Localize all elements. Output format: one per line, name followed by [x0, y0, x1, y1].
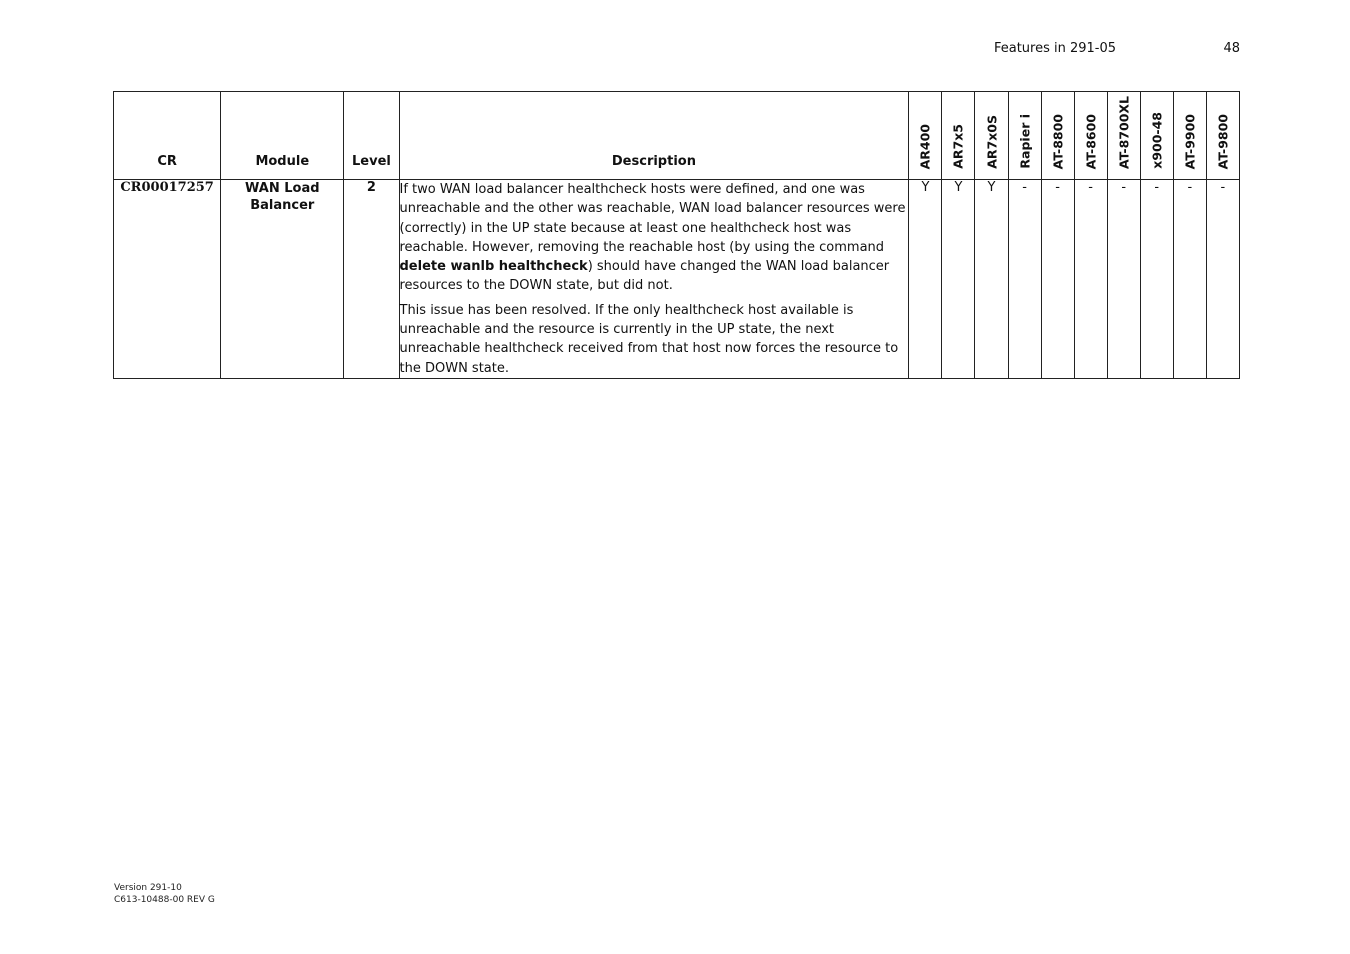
page-number: 48 [1223, 41, 1240, 56]
col-header-description: Description [399, 92, 909, 180]
col-header-product [975, 92, 1008, 180]
support-cell: - [1074, 180, 1107, 379]
module-cell [221, 180, 344, 379]
support-cell: - [1173, 180, 1206, 379]
description-text: ) should have changed the WAN load balancer resources to the DOWN state, but did not. [399, 259, 890, 294]
table-row [114, 180, 1240, 379]
table-header-row [114, 92, 1240, 180]
col-header-product [1173, 92, 1206, 180]
product-label: AR7x5 [950, 124, 966, 169]
col-header-cr: CR [114, 92, 221, 180]
footer-doc-id: C613-10488-00 REV G [114, 895, 215, 905]
level-cell: 2 [344, 180, 399, 379]
support-cell: Y [975, 180, 1008, 379]
col-header-product [942, 92, 975, 180]
col-header-product [1074, 92, 1107, 180]
description-text: If two WAN load balancer healthcheck hosts were defined, and one was unreachable and the other was reachable, WAN load balancer resources were (correctly) in the UP state because at least one healthcheck host was reachable. However, removing the reachable host (by using the command [399, 182, 906, 255]
cr-table [113, 91, 1240, 379]
col-header-product [1041, 92, 1074, 180]
product-label: AT-9900 [1182, 113, 1198, 169]
module-line: Balancer [250, 198, 315, 213]
col-header-product [1008, 92, 1041, 180]
support-cell: - [1140, 180, 1173, 379]
col-header-module: Module [221, 92, 344, 180]
description-paragraph [400, 180, 909, 296]
support-cell: - [1206, 180, 1239, 379]
product-label: AR400 [917, 123, 933, 169]
support-cell: - [1008, 180, 1041, 379]
col-header-product [909, 92, 942, 180]
footer [114, 882, 215, 906]
product-label: AT-9800 [1215, 113, 1231, 169]
col-header-product [1206, 92, 1239, 180]
col-header-product [1107, 92, 1140, 180]
col-header-level: Level [344, 92, 399, 180]
command-name: delete wanlb healthcheck [399, 259, 588, 275]
product-label: Rapier i [1017, 114, 1033, 169]
product-label: x900-48 [1149, 112, 1165, 169]
support-cell: - [1107, 180, 1140, 379]
product-label: AT-8700XL [1116, 96, 1132, 169]
footer-version: Version 291-10 [114, 883, 182, 893]
support-cell: Y [942, 180, 975, 379]
product-label: AT-8800 [1050, 113, 1066, 169]
support-cell: - [1041, 180, 1074, 379]
description-cell [399, 180, 909, 379]
support-cell: Y [909, 180, 942, 379]
product-label: AR7x0S [984, 115, 999, 169]
product-label: AT-8600 [1083, 113, 1099, 169]
description-paragraph: This issue has been resolved. If the only healthcheck host available is unreachable and the resource is currently in the UP state, the next unreachable healthcheck received from that host now forces the resource to the DOWN state. [399, 302, 899, 376]
cr-number: CR00017257 [114, 180, 221, 379]
header-title: Features in 291-05 [993, 41, 1117, 56]
module-line: WAN Load [245, 181, 320, 196]
col-header-product [1140, 92, 1173, 180]
